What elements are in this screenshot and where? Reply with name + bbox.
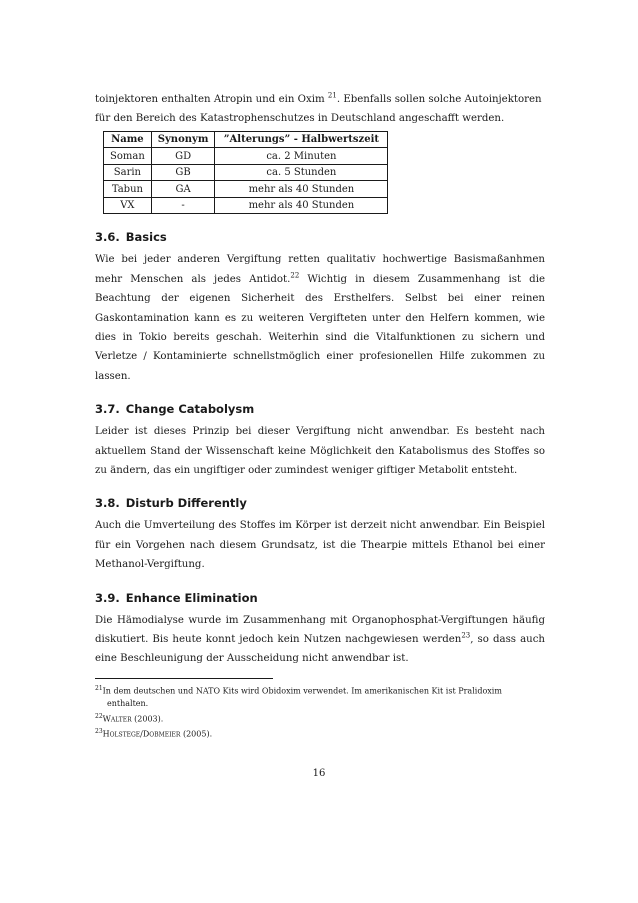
intro-paragraph xyxy=(95,90,545,129)
cell-name: Soman xyxy=(104,148,152,165)
cell-name: Sarin xyxy=(104,164,152,181)
footnote-ref-21[interactable]: 21 xyxy=(327,91,337,100)
table-header-row xyxy=(104,131,388,148)
footnote-text: (2005). xyxy=(180,729,213,739)
table-row xyxy=(104,148,388,165)
footnotes xyxy=(95,678,550,741)
table-row xyxy=(104,164,388,181)
footnote-ref-23[interactable]: 23 xyxy=(461,631,471,640)
intro-line2: für den Bereich des Katastrophenschutzes in Deutschland angeschafft werden. xyxy=(95,113,505,125)
cell-name: Tabun xyxy=(104,181,152,198)
footnote-text-cont: enthalten. xyxy=(107,699,149,709)
section-number: 3.7. xyxy=(95,402,120,417)
intro-line1-post: . Ebenfalls sollen solche Autoinjektoren xyxy=(336,94,542,105)
page-number: 16 xyxy=(312,768,326,779)
cell-half-life: mehr als 40 Stunden xyxy=(215,181,388,198)
cell-half-life: ca. 5 Stunden xyxy=(215,164,388,181)
footnote-ref-22[interactable]: 22 xyxy=(290,271,300,280)
footnote-text: (2003). xyxy=(131,714,164,724)
section-number: 3.9. xyxy=(95,590,120,605)
paragraph-text: Die Hämodialyse wurde im Zusammenhang mit Organophosphat-Vergiftungen häufig diskutiert. Bis heute konnt jedoch kein Nutzen nachgewiesen werden xyxy=(95,614,545,645)
section-title: Change Catabolysm xyxy=(125,402,255,417)
footnote-number: 22 xyxy=(95,712,103,720)
section-heading-basics xyxy=(95,230,545,244)
cell-synonym: GA xyxy=(151,181,215,198)
cell-half-life: ca. 2 Minuten xyxy=(215,148,388,165)
footnote-text: In dem deutschen und NATO Kits wird Obidoxim verwendet. Im amerikanischen Kit ist Pralidoxim xyxy=(102,686,502,696)
section-title: Basics xyxy=(125,230,167,245)
section-title: Enhance Elimination xyxy=(125,590,258,605)
footnote-number: 21 xyxy=(95,685,103,692)
section-paragraph-disturb-differently: Auch die Umverteilung des Stoffes im Körper ist derzeit nicht anwendbar. Ein Beispiel für ein Vorgehen nach diesem Grundsatz, ist die Thearpie mittels Ethanol bei einer Methanol-Vergiftung. xyxy=(95,520,545,571)
paragraph-text: Wie bei jeder anderen Vergiftung retten qualitativ hochwertige Basismaßanhmen mehr Menschen als jedes Antidot. xyxy=(95,254,545,285)
section-heading-change-catabolysm xyxy=(95,402,545,416)
section-heading-enhance-elimination xyxy=(95,591,545,605)
paragraph-text: , so dass auch eine Beschleunigung der Ausscheidung nicht anwendbar ist. xyxy=(95,634,545,665)
section-paragraph-basics xyxy=(95,250,545,386)
section-paragraph-enhance-elimination xyxy=(95,611,545,669)
section-number: 3.8. xyxy=(95,496,120,511)
col-header-synonym: Synonym xyxy=(151,131,215,148)
footnote-22 xyxy=(95,711,550,726)
section-heading-disturb-differently xyxy=(95,496,545,510)
cell-synonym: - xyxy=(151,197,215,214)
section-paragraph-change-catabolysm: Leider ist dieses Prinzip bei dieser Vergiftung nicht anwendbar. Es besteht nach aktuellem Stand der Wissenschaft keine Möglichkeit den Katabolismus des Stoffes so zu ändern, das ein ungiftiger oder zumindest weniger giftiger Metabolit entsteht. xyxy=(95,426,545,476)
footnote-23 xyxy=(95,726,550,741)
footnote-author: Holstege/Dobmeier xyxy=(102,729,181,739)
page-body xyxy=(95,90,545,669)
footnote-author: Walter xyxy=(102,714,132,724)
cell-name: VX xyxy=(104,197,152,214)
cell-synonym: GD xyxy=(151,148,215,165)
footnote-divider xyxy=(95,678,273,679)
col-header-name: Name xyxy=(104,131,152,148)
paragraph-text: Wichtig in diesem Zusammenhang ist die Beachtung der eigenen Sicherheit des Ersthelfers. Selbst bei einer reinen Gaskontamination kann es zu weiteren Vergifteten unter den Helfern kommen, wie dies in Tokio bereits geschah. Weiterhin sind die Vitalfunktionen zu sichern und Verletze / Kontaminierte schnellstmöglich einer profesionellen Hilfe zukommen zu lassen. xyxy=(95,273,545,382)
footnote-number: 23 xyxy=(95,728,103,736)
intro-line1-pre: toinjektoren enthalten Atropin und ein Oxim xyxy=(95,94,328,105)
table-row xyxy=(104,181,388,198)
cell-half-life: mehr als 40 Stunden xyxy=(215,197,388,214)
section-title: Disturb Differently xyxy=(125,496,247,511)
col-header-half-life: ”Alterungs” - Halbwertszeit xyxy=(215,131,388,148)
nerve-agent-table xyxy=(103,131,388,215)
table-row xyxy=(104,197,388,214)
footnote-21 xyxy=(95,683,550,711)
section-number: 3.6. xyxy=(95,230,120,245)
cell-synonym: GB xyxy=(151,164,215,181)
